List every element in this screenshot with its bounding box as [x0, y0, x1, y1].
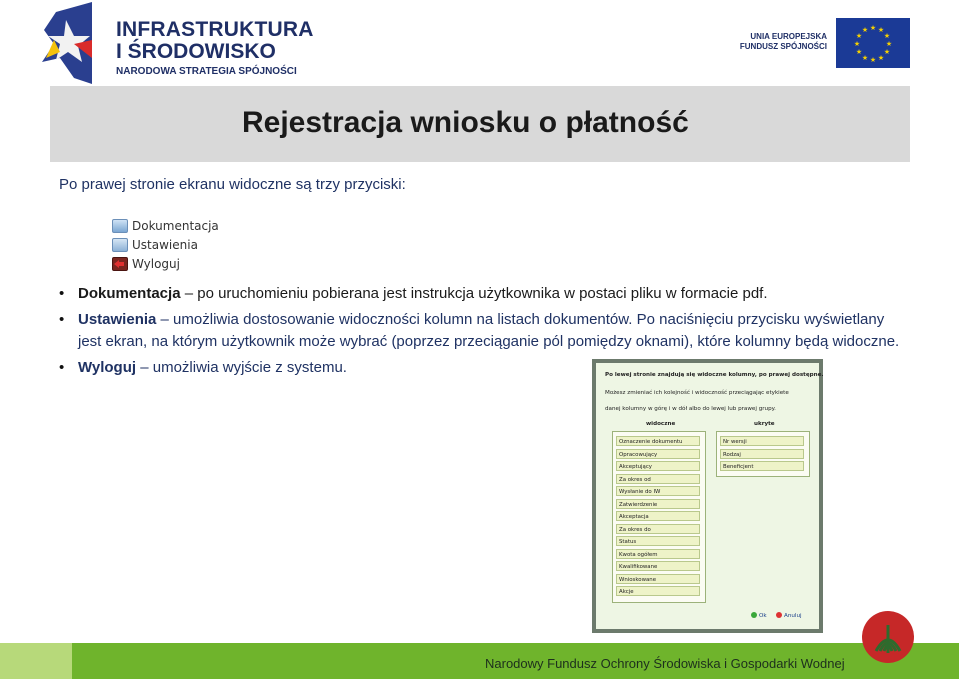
svg-text:★: ★: [855, 48, 863, 56]
visible-column-item[interactable]: Akceptacja: [616, 511, 700, 521]
settings-button-label: Ustawienia: [132, 237, 198, 252]
logo-line-3: NARODOWA STRATEGIA SPÓJNOŚCI: [116, 66, 297, 77]
svg-text:★: ★: [883, 32, 891, 40]
dialog-cancel-button[interactable]: [776, 612, 802, 619]
svg-text:★: ★: [869, 56, 877, 64]
svg-text:★: ★: [877, 26, 885, 34]
logout-button[interactable]: [112, 254, 219, 273]
hidden-column-item[interactable]: Nr wersji: [720, 436, 804, 446]
visible-column-item[interactable]: Akceptujący: [616, 461, 700, 471]
visible-column-item[interactable]: Kwalifikowane: [616, 561, 700, 571]
svg-text:★: ★: [885, 40, 893, 48]
visible-column-item[interactable]: Kwota ogółem: [616, 549, 700, 559]
visible-column-item[interactable]: Akcje: [616, 586, 700, 596]
nfosigw-logo-icon: [862, 611, 914, 663]
visible-columns-box[interactable]: [612, 431, 706, 603]
visible-columns-header: widoczne: [646, 421, 676, 427]
dialog-line-2: Możesz zmieniać ich kolejność i widoczność przeciągając etykiete: [605, 390, 789, 396]
bullet-term: Ustawienia: [78, 311, 157, 328]
visible-column-item[interactable]: Opracowujący: [616, 449, 700, 459]
settings-button[interactable]: [112, 235, 219, 254]
logo-line-2: I ŚRODOWISKO: [116, 40, 276, 63]
visible-column-item[interactable]: Wnioskowane: [616, 574, 700, 584]
bullet-term: Wyloguj: [78, 359, 137, 376]
footer-bar: [0, 643, 959, 679]
settings-dialog: [596, 363, 824, 629]
check-icon: [751, 612, 757, 618]
eu-label: [724, 32, 827, 52]
logout-icon: [112, 257, 128, 271]
dialog-ok-button[interactable]: [751, 612, 767, 619]
visible-column-item[interactable]: Zatwierdzenie: [616, 499, 700, 509]
bullet-documentation: [59, 283, 909, 305]
bullet-text: – po uruchomieniu pobierana jest instrukcja użytkownika w postaci pliku w formacie pdf.: [180, 285, 768, 302]
dialog-cancel-label: Anuluj: [784, 613, 802, 619]
hidden-columns-header: ukryte: [754, 421, 775, 427]
logo-line-1: INFRASTRUKTURA: [116, 18, 314, 41]
footer-accent: [0, 643, 72, 679]
svg-text:★: ★: [853, 40, 861, 48]
visible-column-item[interactable]: Wysłanie do IW: [616, 486, 700, 496]
buttons-illustration: [112, 216, 219, 273]
hidden-columns-box[interactable]: [716, 431, 810, 477]
intro-text: Po prawej stronie ekranu widoczne są trzy przyciski:: [59, 176, 406, 193]
visible-column-item[interactable]: Oznaczenie dokumentu: [616, 436, 700, 446]
hidden-column-item[interactable]: Rodzaj: [720, 449, 804, 459]
eu-flag-icon: [836, 18, 910, 68]
infrastruktura-logo: [40, 0, 330, 86]
visible-column-item[interactable]: Za okres do: [616, 524, 700, 534]
documentation-button-label: Dokumentacja: [132, 218, 219, 233]
svg-text:★: ★: [855, 32, 863, 40]
documentation-button[interactable]: [112, 216, 219, 235]
bullet-text: – umożliwia wyjście z systemu.: [136, 359, 347, 376]
visible-column-item[interactable]: Status: [616, 536, 700, 546]
eu-label-line-1: UNIA EUROPEJSKA: [750, 32, 827, 41]
documentation-icon: [112, 219, 128, 233]
eu-label-line-2: FUNDUSZ SPÓJNOŚCI: [739, 42, 827, 51]
star-logo-icon: [40, 0, 112, 86]
svg-text:★: ★: [869, 24, 877, 32]
page-title: Rejestracja wniosku o płatność: [242, 106, 689, 139]
svg-text:★: ★: [861, 54, 869, 62]
bullet-settings: [59, 309, 909, 353]
visible-column-item[interactable]: Za okres od: [616, 474, 700, 484]
settings-icon: [112, 238, 128, 252]
logout-button-label: Wyloguj: [132, 256, 180, 271]
svg-text:★: ★: [861, 26, 869, 34]
svg-text:★: ★: [877, 54, 885, 62]
dialog-line-3: danej kolumny w górę i w dół albo do lewej lub prawej grupy.: [605, 406, 776, 412]
dialog-ok-label: Ok: [759, 613, 767, 619]
bullet-term: Dokumentacja: [78, 285, 181, 302]
cancel-icon: [776, 612, 782, 618]
hidden-column-item[interactable]: Beneficjent: [720, 461, 804, 471]
footer-text: Narodowy Fundusz Ochrony Środowiska i Gospodarki Wodnej: [485, 656, 845, 671]
settings-dialog-screenshot: [592, 359, 823, 633]
dialog-line-1: Po lewej stronie znajdują się widoczne kolumny, po prawej dostępne.: [605, 372, 824, 378]
svg-text:★: ★: [883, 48, 891, 56]
bullet-text: – umożliwia dostosowanie widoczności kolumn na listach dokumentów. Po naciśnięciu przycisku wyświetlany jest ekran, na którym użytkownik może wybrać (poprzez przeciąganie pól pomiędzy oknami), które kolumny będą widoczne.: [78, 311, 900, 350]
